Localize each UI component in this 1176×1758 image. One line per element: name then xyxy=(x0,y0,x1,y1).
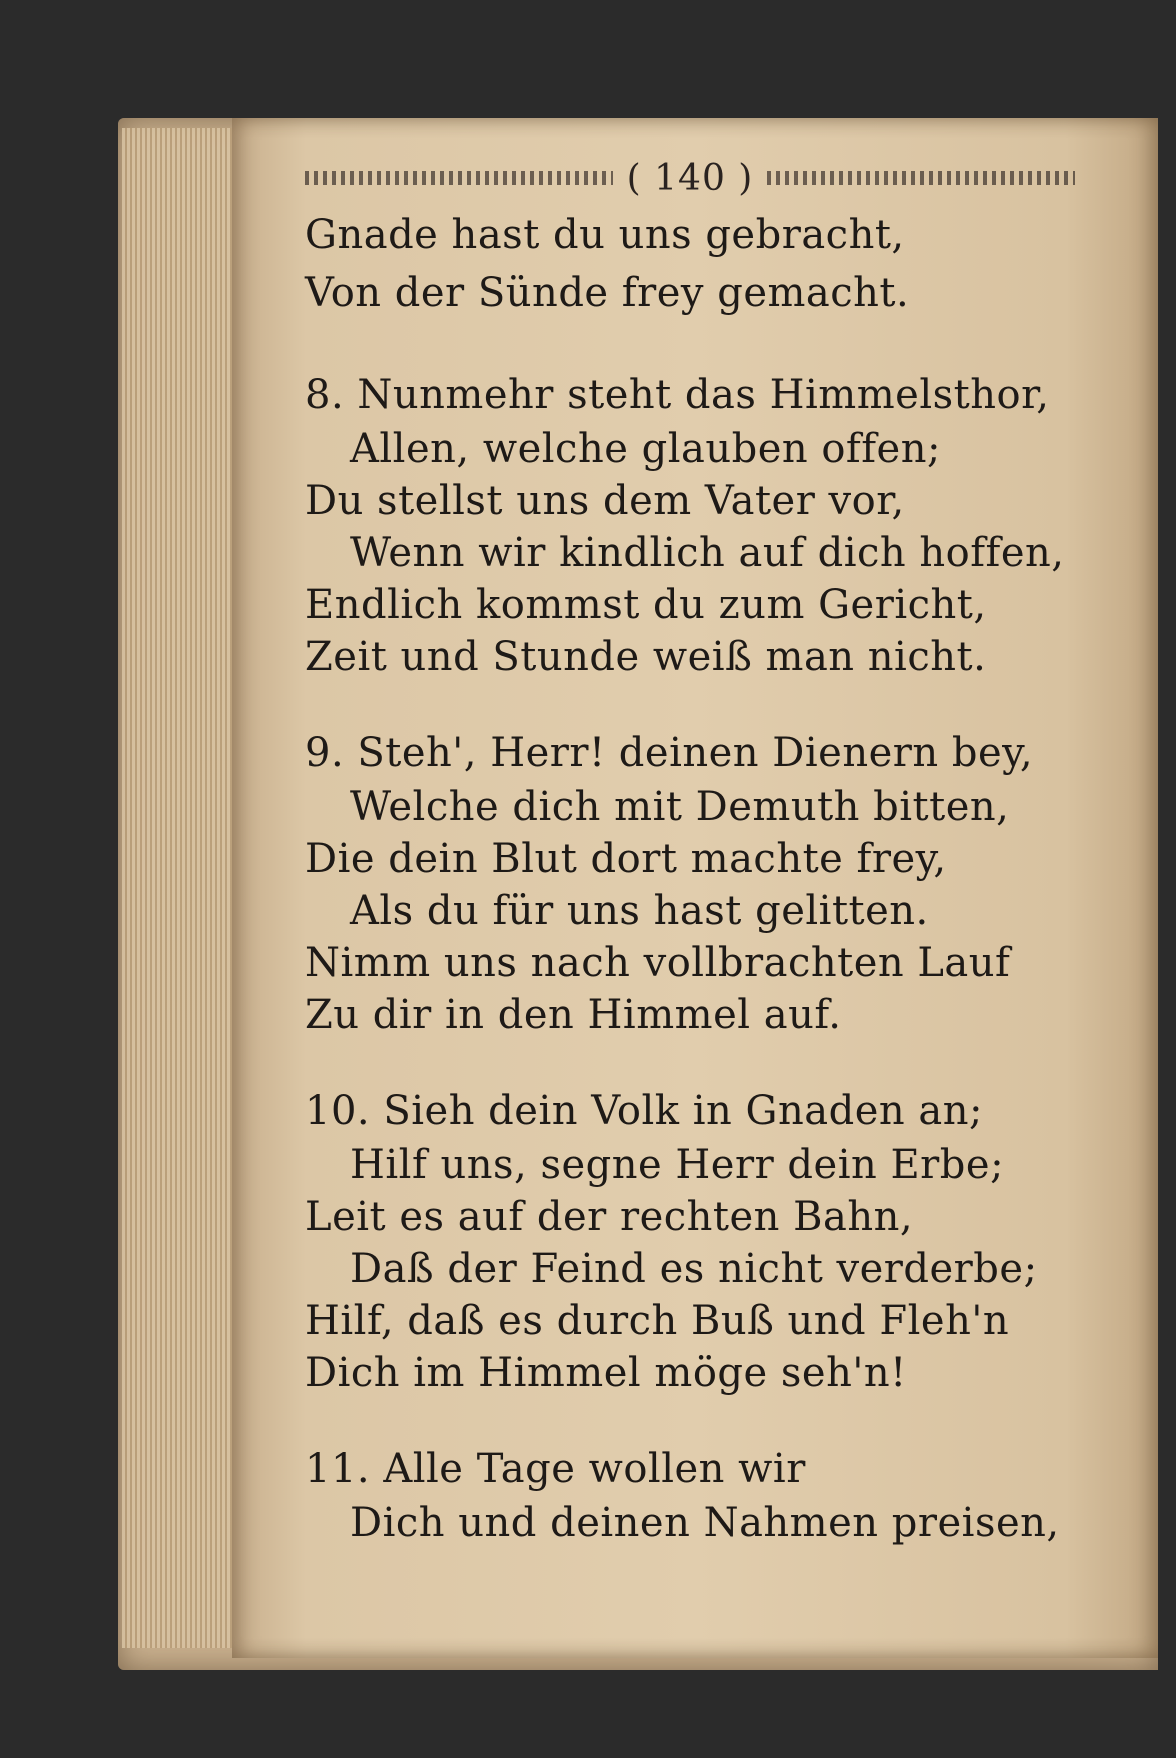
verse-10-line: Hilf, daß es durch Buß und Fleh'n xyxy=(305,1298,1010,1344)
verse-8-line: Du stellst uns dem Vater vor, xyxy=(305,478,905,524)
verse-9-line: Die dein Blut dort machte frey, xyxy=(305,836,947,882)
verse-8-line: Allen, welche glauben offen; xyxy=(350,426,941,472)
verse-9-line: Welche dich mit Demuth bitten, xyxy=(350,784,1010,830)
verse-11-line: Dich und deinen Nahmen preisen, xyxy=(350,1500,1060,1546)
verse-11-line: 11. Alle Tage wollen wir xyxy=(305,1446,806,1492)
ornament-left xyxy=(305,171,613,185)
verse-9-line: Als du für uns hast gelitten. xyxy=(350,888,929,934)
verse-9-line: Nimm uns nach vollbrachten Lauf xyxy=(305,940,1011,986)
verse-8-line: 8. Nunmehr steht das Himmelsthor, xyxy=(305,372,1050,418)
page-number: ( 140 ) xyxy=(626,157,754,199)
verse-9-line: Zu dir in den Himmel auf. xyxy=(305,992,842,1038)
verse-10-line: Leit es auf der rechten Bahn, xyxy=(305,1194,914,1240)
verse-10-line: Dich im Himmel möge seh'n! xyxy=(305,1350,907,1396)
verse-10-line: Hilf uns, segne Herr dein Erbe; xyxy=(350,1142,1005,1188)
text-line: Gnade hast du uns gebracht, xyxy=(305,212,905,258)
text-line: Von der Sünde frey gemacht. xyxy=(305,270,910,316)
verse-10-line: 10. Sieh dein Volk in Gnaden an; xyxy=(305,1088,983,1134)
page-edges xyxy=(122,128,242,1648)
verse-10-line: Daß der Feind es nicht verderbe; xyxy=(350,1246,1038,1292)
verse-8-line: Zeit und Stunde weiß man nicht. xyxy=(305,634,987,680)
ornament-right xyxy=(767,171,1075,185)
verse-8-line: Endlich kommst du zum Gericht, xyxy=(305,582,987,628)
verse-9-line: 9. Steh', Herr! deinen Dienern bey, xyxy=(305,730,1034,776)
verse-8-line: Wenn wir kindlich auf dich hoffen, xyxy=(350,530,1065,576)
page-header xyxy=(305,150,1075,206)
